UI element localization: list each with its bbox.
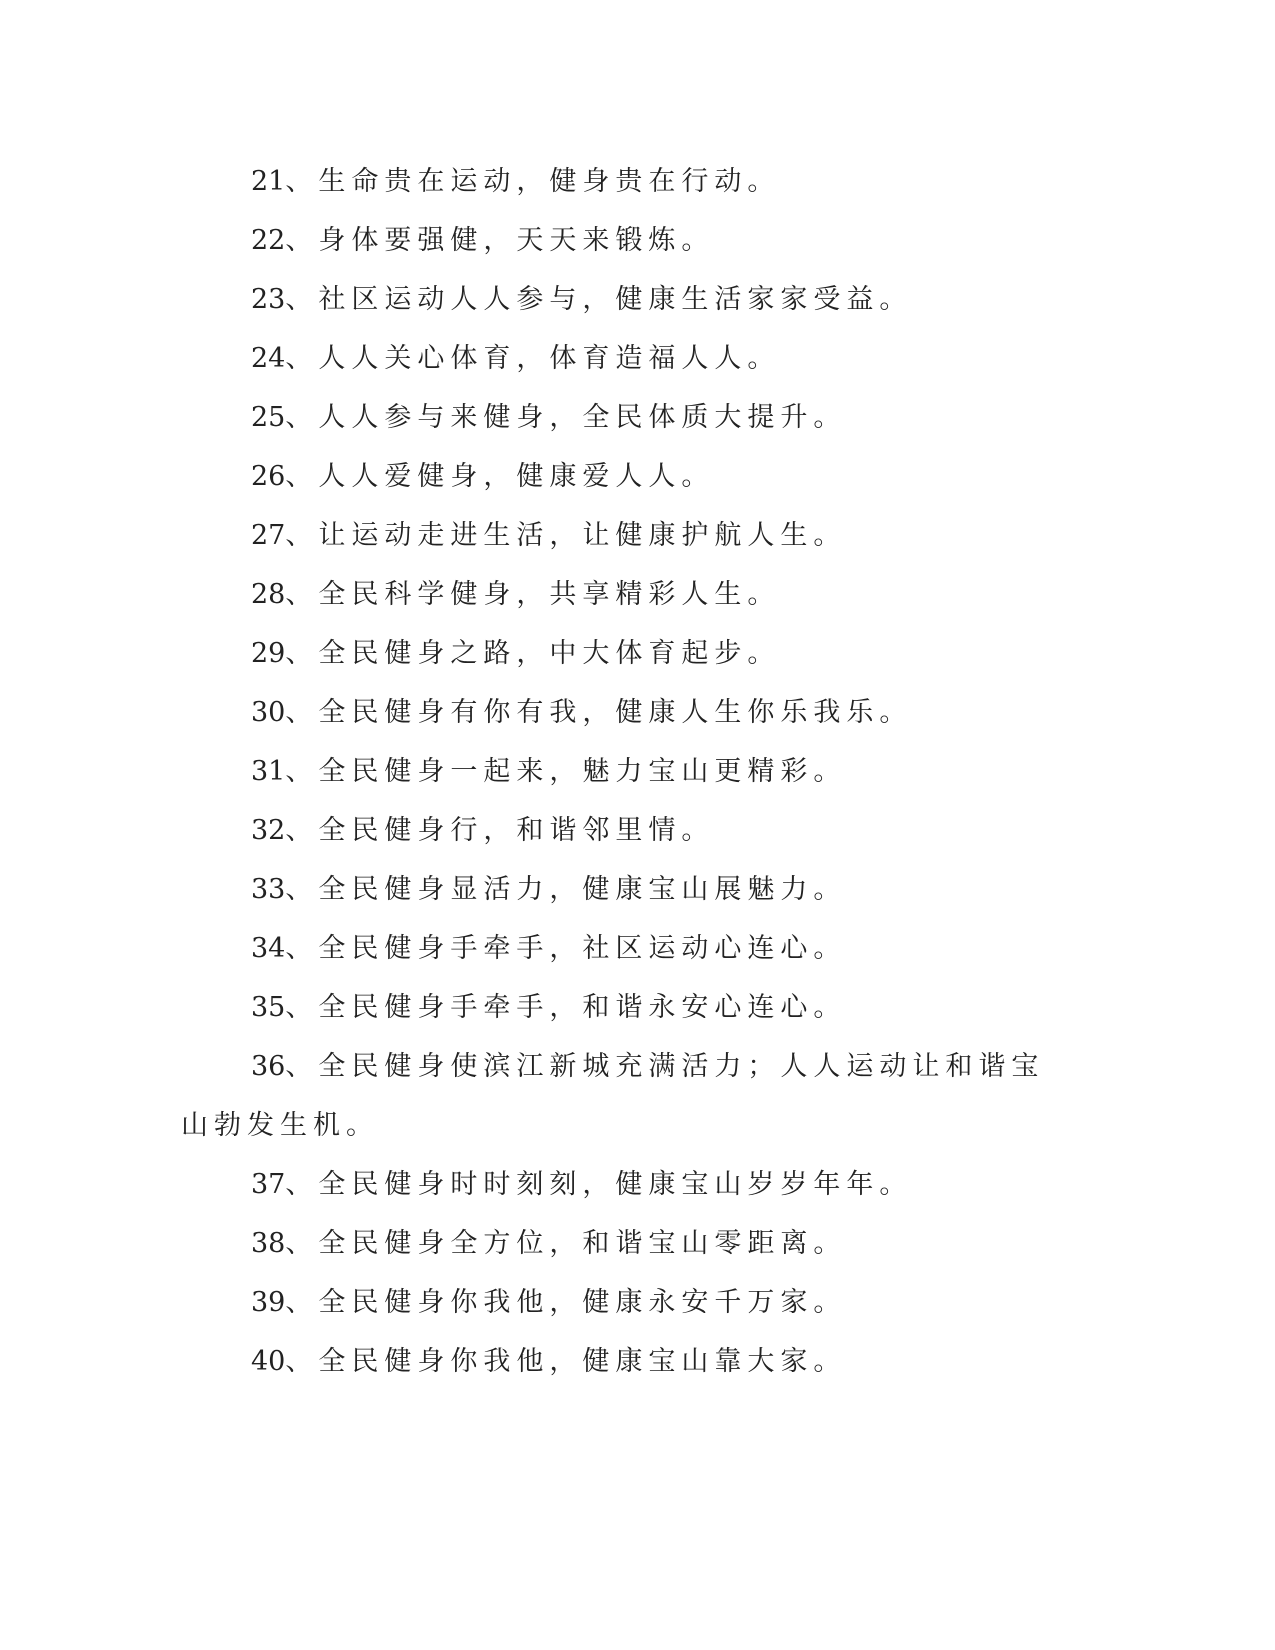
slogan-list bbox=[181, 160, 1071, 1399]
item-number: 27 bbox=[251, 520, 286, 551]
item-number: 23 bbox=[251, 284, 286, 315]
item-number: 26 bbox=[251, 461, 286, 492]
slogan-item-34 bbox=[181, 927, 1071, 986]
item-text: 、全民健身手牵手，和谐永安心连心。 bbox=[285, 992, 847, 1023]
slogan-item-22 bbox=[181, 219, 1071, 278]
item-text: 、全民健身时时刻刻，健康宝山岁岁年年。 bbox=[285, 1169, 913, 1200]
item-text: 、全民健身一起来，魅力宝山更精彩。 bbox=[285, 756, 847, 787]
item-text: 、人人参与来健身，全民体质大提升。 bbox=[285, 402, 847, 433]
item-number: 36 bbox=[251, 1051, 286, 1082]
item-text: 、全民健身有你有我，健康人生你乐我乐。 bbox=[285, 697, 913, 728]
item-text: 、全民健身手牵手，社区运动心连心。 bbox=[285, 933, 847, 964]
slogan-item-26 bbox=[181, 455, 1071, 514]
item-text: 、全民健身全方位，和谐宝山零距离。 bbox=[285, 1228, 847, 1259]
item-text: 、全民科学健身，共享精彩人生。 bbox=[285, 579, 781, 610]
item-text: 、身体要强健，天天来锻炼。 bbox=[285, 225, 715, 256]
item-number: 25 bbox=[251, 402, 286, 433]
item-number: 38 bbox=[251, 1228, 286, 1259]
slogan-item-29 bbox=[181, 632, 1071, 691]
slogan-item-32 bbox=[181, 809, 1071, 868]
item-number: 34 bbox=[251, 933, 286, 964]
item-number: 29 bbox=[251, 638, 286, 669]
item-text: 、人人关心体育，体育造福人人。 bbox=[285, 343, 781, 374]
item-text: 、生命贵在运动，健身贵在行动。 bbox=[285, 166, 781, 197]
slogan-item-38 bbox=[181, 1222, 1071, 1281]
item-number: 30 bbox=[251, 697, 286, 728]
slogan-item-23 bbox=[181, 278, 1071, 337]
item-number: 28 bbox=[251, 579, 286, 610]
item-text: 、全民健身使滨江新城充满活力；人人运动让和谐宝山勃发生机。 bbox=[181, 1051, 1045, 1141]
slogan-item-31 bbox=[181, 750, 1071, 809]
item-text: 、全民健身你我他，健康永安千万家。 bbox=[285, 1287, 847, 1318]
item-number: 39 bbox=[251, 1287, 286, 1318]
slogan-item-40 bbox=[181, 1340, 1071, 1399]
item-text: 、社区运动人人参与，健康生活家家受益。 bbox=[285, 284, 913, 315]
slogan-item-21 bbox=[181, 160, 1071, 219]
item-text: 、全民健身之路，中大体育起步。 bbox=[285, 638, 781, 669]
item-text: 、人人爱健身，健康爱人人。 bbox=[285, 461, 715, 492]
item-number: 21 bbox=[251, 166, 286, 197]
item-number: 22 bbox=[251, 225, 286, 256]
item-number: 35 bbox=[251, 992, 286, 1023]
slogan-item-24 bbox=[181, 337, 1071, 396]
slogan-item-33 bbox=[181, 868, 1071, 927]
item-text: 、全民健身你我他，健康宝山靠大家。 bbox=[285, 1346, 847, 1377]
slogan-item-37 bbox=[181, 1163, 1071, 1222]
slogan-item-36 bbox=[181, 1037, 1051, 1155]
item-text: 、全民健身显活力，健康宝山展魅力。 bbox=[285, 874, 847, 905]
item-number: 32 bbox=[251, 815, 286, 846]
item-number: 37 bbox=[251, 1169, 286, 1200]
slogan-item-25 bbox=[181, 396, 1071, 455]
item-text: 、让运动走进生活，让健康护航人生。 bbox=[285, 520, 847, 551]
slogan-item-39 bbox=[181, 1281, 1071, 1340]
item-number: 24 bbox=[251, 343, 286, 374]
item-number: 40 bbox=[251, 1346, 286, 1377]
slogan-item-27 bbox=[181, 514, 1071, 573]
item-number: 33 bbox=[251, 874, 286, 905]
item-text: 、全民健身行，和谐邻里情。 bbox=[285, 815, 715, 846]
slogan-item-30 bbox=[181, 691, 1071, 750]
item-number: 31 bbox=[251, 756, 286, 787]
slogan-item-28 bbox=[181, 573, 1071, 632]
